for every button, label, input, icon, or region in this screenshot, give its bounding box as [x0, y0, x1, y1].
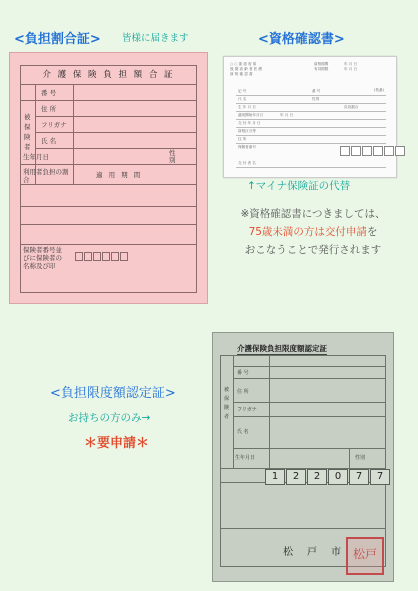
digit-5: 7: [349, 469, 369, 485]
qual-date-1: 年 月 日: [344, 62, 358, 66]
burden-ratio-note: 皆様に届きます: [122, 33, 189, 44]
qual-issuer: 交 付 者 名: [238, 161, 256, 165]
qual-burden: 負担割合: [344, 105, 359, 109]
pink-gender: 性別: [169, 149, 176, 164]
grey-card-title: 介護保険負担限度額認定証: [237, 344, 327, 353]
digit-4: 0: [328, 469, 348, 485]
qual-address: 住 所: [238, 137, 247, 141]
qual-class: 資格区分等: [238, 129, 256, 133]
pink-row-address: 住 所: [41, 105, 57, 113]
grey-row-number: 番 号: [237, 370, 249, 376]
burden-ratio-certificate: [9, 52, 208, 304]
pink-row-furigana: フリガナ: [41, 121, 67, 129]
grey-row-furigana: フリガナ: [237, 407, 257, 413]
pink-user-burden: 利用者負担の割合: [23, 168, 69, 184]
application-required: ＊要申請＊: [84, 436, 150, 451]
pink-card-title: 介 護 保 険 負 担 額 合 証: [21, 66, 196, 85]
note-line-3: おこなうことで発行されます: [244, 244, 382, 256]
qual-birth: 生 年 月 日: [238, 105, 256, 109]
note-line-1: ※資格確認書につきましては、: [240, 208, 386, 220]
grey-side-label: 被 保 険 者: [224, 387, 230, 420]
grey-gender: 性別: [355, 455, 366, 461]
pink-insurer-number-boxes: [75, 252, 129, 261]
qual-date-3: 年 月 日: [280, 113, 294, 117]
pink-insurer: 保険者番号並びに保険者の名称及び印: [23, 246, 62, 270]
note-line-2-tail: を: [366, 226, 378, 238]
burden-ratio-heading: <負担割合証>: [14, 32, 101, 47]
qual-issue: 交 付 年 月 日: [238, 121, 261, 125]
digit-6: 7: [370, 469, 390, 485]
qual-insurer-boxes: [340, 146, 406, 156]
qualification-note: [214, 205, 412, 259]
mynumber-substitute-caption: ↑マイナ保険証の代替: [247, 180, 351, 192]
burden-limit-heading: <負担限度額認定証>: [50, 386, 176, 401]
note-red-text: 75歳未満の方は交付申請: [248, 226, 367, 238]
qual-branch: (枝番): [374, 88, 384, 92]
qual-expiry: 有効期限: [314, 67, 329, 71]
qual-symbol: 記 号: [238, 89, 247, 93]
qual-start: 適用開始年月日: [238, 113, 264, 117]
grey-row-birth: 生年月日: [235, 455, 256, 461]
qual-insurer: 保険者番号: [238, 145, 256, 149]
pink-side-label: 被 保 険 者: [24, 113, 31, 151]
digit-2: 2: [286, 469, 306, 485]
grey-row-name: 氏 名: [237, 429, 249, 435]
digit-3: 2: [307, 469, 327, 485]
grey-city-name: 松 戸 市: [283, 547, 343, 558]
pink-row-number: 番 号: [41, 89, 57, 97]
qual-number: 番 号: [312, 89, 321, 93]
qual-date-2: 年 月 日: [344, 67, 358, 71]
grey-insurer-digits: [265, 469, 391, 485]
qual-line-prefecture: ○ ○ 重 道 府 県: [230, 62, 257, 66]
burden-limit-certificate: [212, 332, 394, 582]
holders-only-note: お持ちの方のみ→: [68, 412, 151, 424]
qualification-heading: <資格確認書>: [258, 32, 345, 47]
city-seal-stamp: 松戸: [346, 537, 384, 575]
qualification-certificate: [223, 56, 397, 178]
pink-row-birth: 生年月日: [23, 153, 49, 161]
qual-gender: 性別: [312, 97, 320, 101]
digit-1: 1: [265, 469, 285, 485]
qual-name: 氏 名: [238, 97, 247, 101]
qual-line-medical: 後 期 高 齢 者 医 療: [230, 67, 263, 71]
qual-period: 資格期間: [314, 62, 329, 66]
pink-row-name: 氏 名: [41, 137, 57, 145]
qual-line-title: 資 格 確 認 書: [230, 72, 253, 76]
grey-row-address: 住 所: [237, 389, 249, 395]
pink-period: 適 用 期 間: [96, 171, 143, 179]
